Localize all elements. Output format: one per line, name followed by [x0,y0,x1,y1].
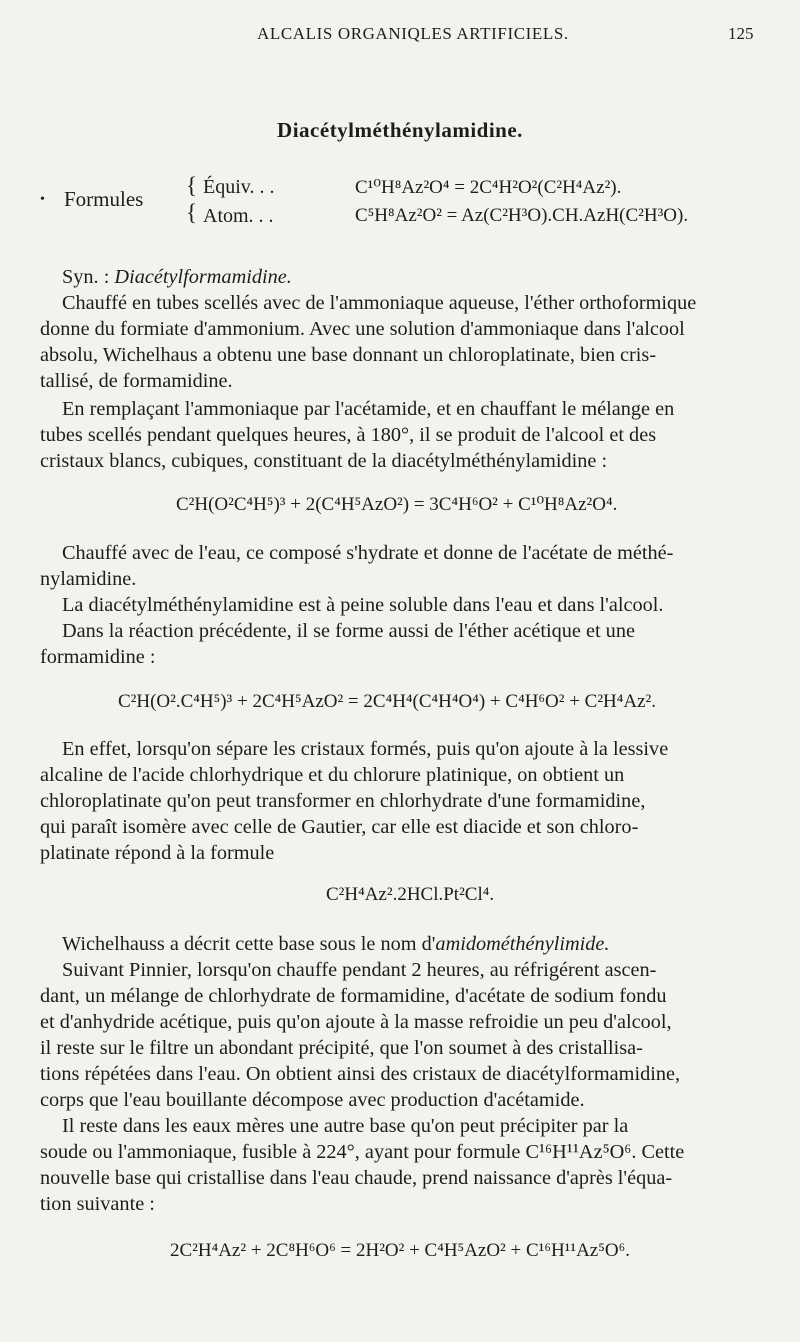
amidomethenylimide-name: amidométhénylimide. [435,933,610,955]
equation-2: C²H(O².C⁴H⁵)³ + 2C⁴H⁵AzO² = 2C⁴H⁴(C⁴H⁴O⁴) + C⁴H⁶O² + C²H⁴Az². [118,691,656,712]
paragraph-line: cristaux blancs, cubiques, constituant de la diacétylméthénylamidine : [40,450,608,472]
paragraph-line: tubes scellés pendant quelques heures, à 180°, il se produit de l'alcool et des [40,424,657,446]
brace-top: { [186,173,198,198]
formula-kind-atom: Atom. . . [203,205,274,227]
paragraph-line: nylamidine. [40,568,137,590]
formulas-bullet: • [40,192,45,207]
paragraph-line: platinate répond à la formule [40,842,275,864]
section-title: Diacétylméthénylamidine. [277,118,523,142]
paragraph-line: tion suivante : [40,1193,155,1215]
equation-3: C²H⁴Az².2HCl.Pt²Cl⁴. [326,884,495,905]
paragraph-line: La diacétylméthénylamidine est à peine soluble dans l'eau et dans l'alcool. [62,594,664,616]
paragraph-line: formamidine : [40,646,156,668]
formulas-block [40,172,740,242]
equation-1: C²H(O²C⁴H⁵)³ + 2(C⁴H⁵AzO²) = 3C⁴H⁶O² + C¹⁰H⁸Az²O⁴. [176,494,618,515]
paragraph-line [62,933,609,956]
paragraph-line: Dans la réaction précédente, il se forme aussi de l'éther acétique et une [62,620,635,642]
paragraph-line: et d'anhydride acétique, puis qu'on ajoute à la masse refroidie un peu d'alcool, [40,1011,672,1033]
paragraph-line: tallisé, de formamidine. [40,370,233,392]
equation-4: 2C²H⁴Az² + 2C⁸H⁶O⁶ = 2H²O² + C⁴H⁵AzO² + C¹⁶H¹¹Az⁵O⁶. [170,1240,630,1261]
paragraph-line: En remplaçant l'ammoniaque par l'acétamide, et en chauffant le mélange en [62,398,675,420]
paragraph-line: corps que l'eau bouillante décompose avec production d'acétamide. [40,1089,585,1111]
paragraph-line: tions répétées dans l'eau. On obtient ainsi des cristaux de diacétylformamidine, [40,1063,681,1085]
formula-equiv: C¹⁰H⁸Az²O⁴ = 2C⁴H²O²(C²H⁴Az²). [355,177,622,198]
formula-atom: C⁵H⁸Az²O² = Az(C²H³O).CH.AzH(C²H³O). [355,205,689,226]
paragraph-line: alcaline de l'acide chlorhydrique et du chlorure platinique, on obtient un [40,764,625,786]
paragraph-line: qui paraît isomère avec celle de Gautier, car elle est diacide et son chloro- [40,816,639,838]
synonym-line [62,266,292,289]
paragraph-line: absolu, Wichelhaus a obtenu une base donnant un chloroplatinate, bien cris- [40,344,657,366]
synonym-name: Diacétylformamidine. [114,266,292,288]
page-number: 125 [728,24,754,43]
paragraph-line: soude ou l'ammoniaque, fusible à 224°, ayant pour formule C¹⁶H¹¹Az⁵O⁶. Cette [40,1141,685,1163]
paragraph-line: dant, un mélange de chlorhydrate de formamidine, d'acétate de sodium fondu [40,985,667,1007]
paragraph-line: Il reste dans les eaux mères une autre base qu'on peut précipiter par la [62,1115,629,1137]
running-head: ALCALIS ORGANIQLES ARTIFICIELS. [257,24,569,43]
wichelhauss-prefix: Wichelhauss a décrit cette base sous le nom d' [62,933,436,955]
formulas-label: Formules [64,187,144,211]
paragraph-line: il reste sur le filtre un abondant précipité, que l'on soumet à des cristallisa- [40,1037,643,1059]
paragraph-line: nouvelle base qui cristallise dans l'eau chaude, prend naissance d'après l'équa- [40,1167,673,1189]
paragraph-line: En effet, lorsqu'on sépare les cristaux formés, puis qu'on ajoute à la lessive [62,738,669,760]
paragraph-line: Chauffé avec de l'eau, ce composé s'hydrate et donne de l'acétate de méthé- [62,542,674,564]
paragraph-line: donne du formiate d'ammonium. Avec une solution d'ammoniaque dans l'alcool [40,318,685,340]
brace-bottom: { [186,200,198,225]
formula-kind-equiv: Équiv. . . [203,176,275,198]
paragraph-line: chloroplatinate qu'on peut transformer en chlorhydrate d'une formamidine, [40,790,646,812]
paragraph-line: Chauffé en tubes scellés avec de l'ammoniaque aqueuse, l'éther orthoformique [62,292,697,314]
paragraph-line: Suivant Pinnier, lorsqu'on chauffe pendant 2 heures, au réfrigérent ascen- [62,959,657,981]
page-header [0,20,800,50]
synonym-prefix: Syn. : [62,266,115,288]
